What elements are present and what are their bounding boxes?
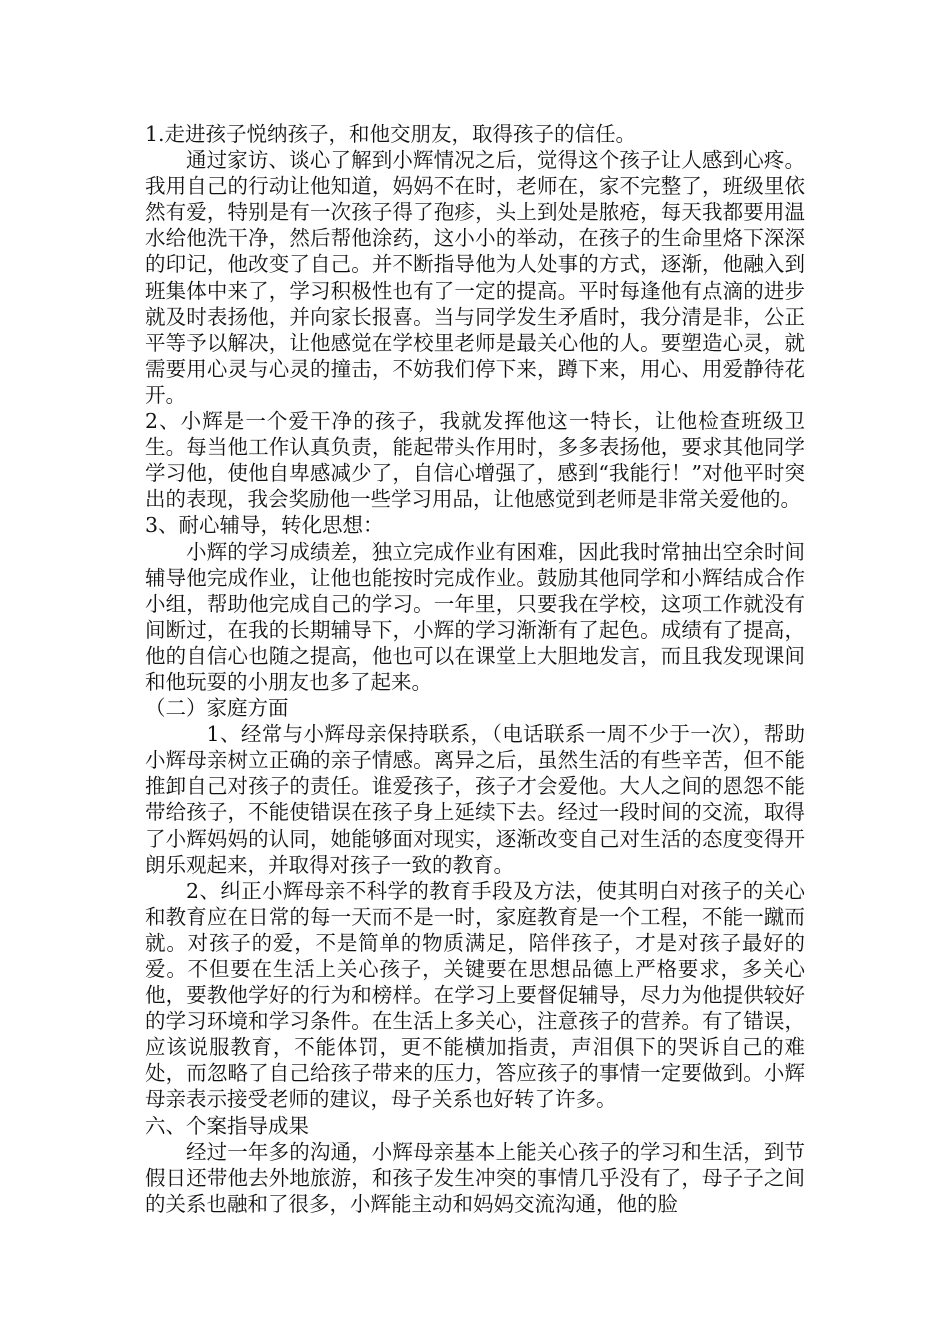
paragraph-home-visit: 通过家访、谈心了解到小辉情况之后，觉得这个孩子让人感到心疼。我用自己的行动让他知道，妈妈不在时，老师在，家不完整了，班级里依然有爱，特别是有一次孩子得了孢疹，头上到处是脓疮，每天我都要用温水给他洗干净，然后帮他涂药，这小小的举动，在孩子的生命里烙下深深的印记，他改变了自己。并不断指导他为人处事的方式，逐渐，他融入到班集体中来了，学习积极性也有了一定的提高。平时每逢他有点滴的进步就及时表扬他，并向家长报喜。当与同学发生矛盾时，我分清是非，公正平等予以解决，让他感觉在学校里老师是最关心他的人。要塑造心灵，就需要用心灵与心灵的撞击，不妨我们停下来，蹲下来，用心、用爱静待花开。 [145, 148, 805, 407]
section-heading-1: 1.走进孩子悦纳孩子，和他交朋友，取得孩子的信任。 [145, 122, 637, 146]
subsection-heading-family: （二）家庭方面 [145, 696, 289, 721]
paragraph-results: 经过一年多的沟通，小辉母亲基本上能关心孩子的学习和生活，到节假日还带他去外地旅游，和孩子发生冲突的事情几乎没有了，母子子之间的关系也融和了很多，小辉能主动和妈妈交流沟通，他的脸 [145, 1139, 805, 1216]
paragraph-clean-child: 2、小辉是一个爱干净的孩子，我就发挥他这一特长，让他检查班级卫生。每当他工作认真负责，能起带头作用时，多多表扬他，要求其他同学学习他，使他自卑感减少了，自信心增强了，感到“我能行！”对他平时突出的表现，我会奖励他一些学习用品，让他感觉到老师是非常关爱他的。 [145, 409, 805, 512]
paragraph-tutoring: 小辉的学习成绩差，独立完成作业有困难，因此我时常抽出空余时间辅导他完成作业，让他也能按时完成作业。鼓励其他同学和小辉结成合作小组，帮助他完成自己的学习。一年里，只要我在学校，这项工作就没有间断过，在我的长期辅导下，小辉的学习渐渐有了起色。成绩有了提高，他的自信心也随之提高，他也可以在课堂上大胆地发言，而且我发现课间和他玩耍的小朋友也多了起来。 [145, 539, 805, 694]
section-heading-3: 3、耐心辅导，转化思想： [145, 513, 384, 538]
document-page [145, 121, 805, 1217]
paragraph-correct-methods: 2、纠正小辉母亲不科学的教育手段及方法，使其明白对孩子的关心和教育应在日常的每一天而不是一时，家庭教育是一个工程，不能一蹴而就。对孩子的爱，不是简单的物质满足，陪伴孩子，才是对孩子最好的爱。不但要在生活上关心孩子，关键要在思想品德上严格要求，多关心他，要教他学好的行为和榜样。在学习上要督促辅导，尽力为他提供较好的学习环境和学习条件。在生活上多关心，注意孩子的营养。有了错误，应该说服教育，不能体罚，更不能横加指责，声泪俱下的哭诉自己的难处，而忽略了自己给孩子带来的压力，答应孩子的事情一定要做到。小辉母亲表示接受老师的建议，母子关系也好转了许多。 [145, 878, 805, 1112]
paragraph-contact-mother: 1、经常与小辉母亲保持联系，（电话联系一周不少于一次），帮助小辉母亲树立正确的亲子情感。离异之后，虽然生活的有些辛苦，但不能推卸自己对孩子的责任。谁爱孩子，孩子才会爱他。大人之间的恩怨不能带给孩子，不能使错误在孩子身上延续下去。经过一段时间的交流，取得了小辉妈妈的认同，她能够面对现实，逐渐改变自己对生活的态度变得开朗乐观起来，并取得对孩子一致的教育。 [145, 722, 805, 877]
section-heading-results: 六、个案指导成果 [145, 1113, 309, 1138]
